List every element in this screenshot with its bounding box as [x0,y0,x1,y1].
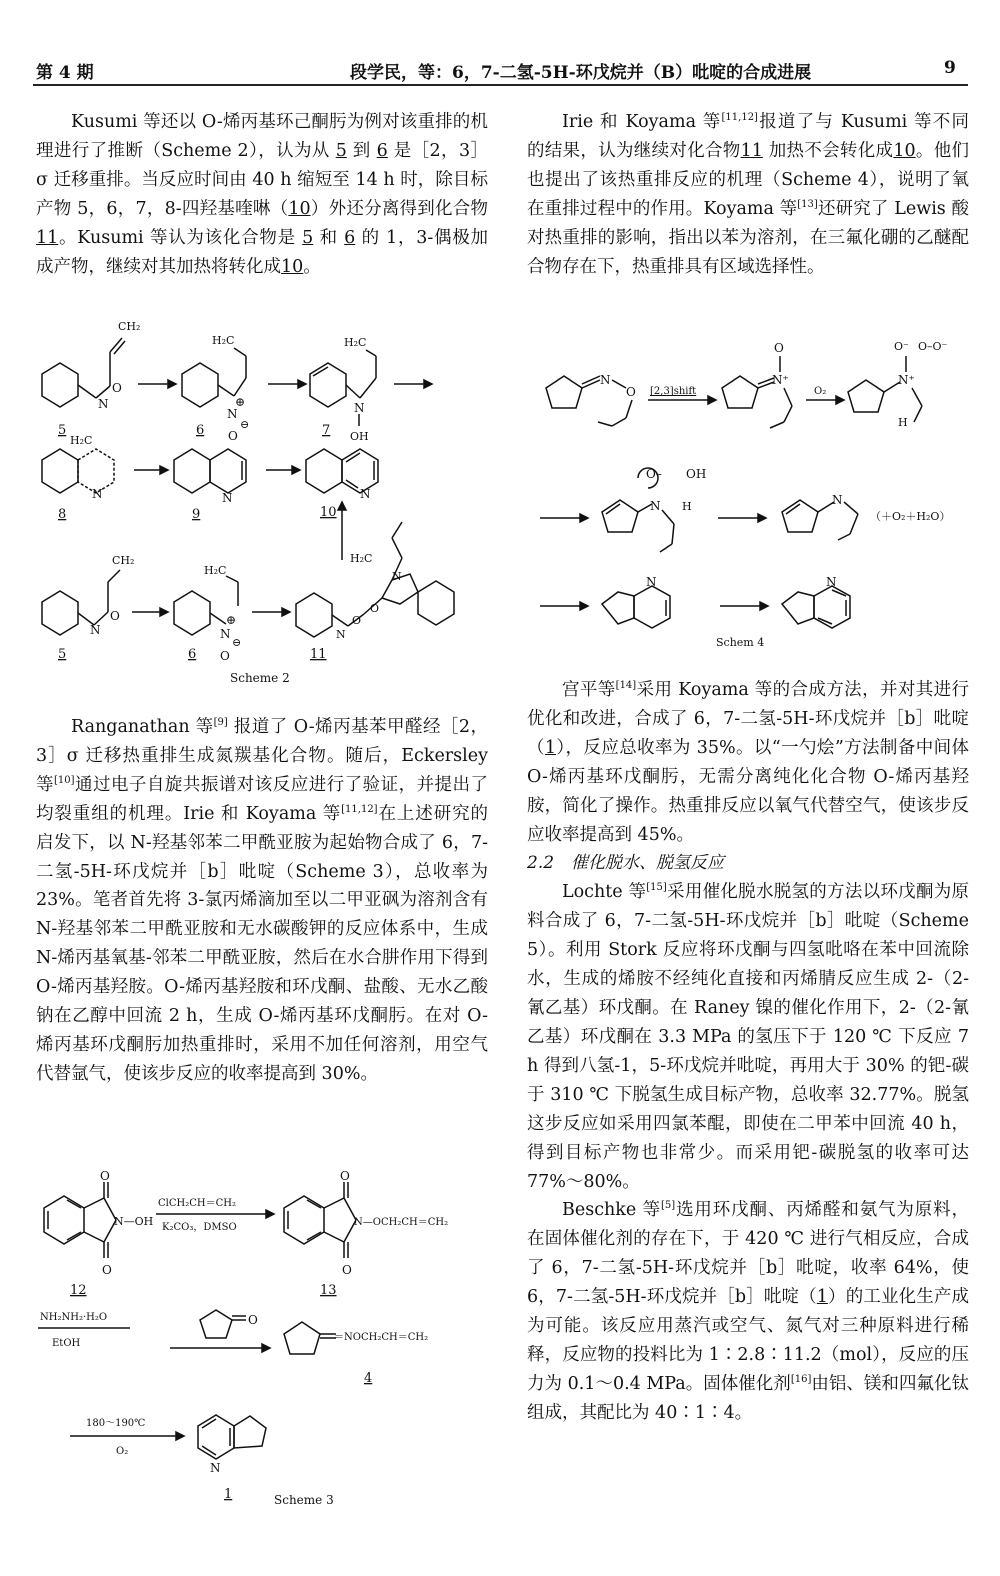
svg-text:N: N [210,1461,221,1475]
svg-text:[2,3]shift: [2,3]shift [650,386,697,397]
svg-text:O–: O– [646,467,662,481]
svg-text:N: N [92,487,103,501]
svg-text:N: N [336,628,346,641]
left-column-middle [36,713,488,1089]
svg-text:O: O [352,614,362,627]
svg-text:N: N [392,570,402,583]
svg-text:O: O [248,1313,258,1327]
scheme-2-figure [30,312,490,687]
svg-text:O: O [100,1170,110,1183]
right-column-top [527,108,969,281]
svg-text:N: N [360,487,371,501]
cyclohexane-ring [42,363,78,407]
svg-text:N: N [220,627,231,641]
scheme-4-caption: Schem 4 [716,636,765,649]
svg-text:6: 6 [196,423,205,438]
svg-text:O₂: O₂ [814,386,827,397]
svg-text:11: 11 [310,647,327,662]
svg-text:N: N [98,397,109,411]
benzene-ring [44,1196,84,1244]
paragraph-beschke: Beschke 等[5]选用环戊酮、丙烯醛和氨气为原料，在固体催化剂的存在下，于 420 ℃ 进行气相反应，合成了 6，7-二氢-5H-环戊烷并［b］吡啶，收率 64%，使 6，7-二氢-5H-环戊烷并［b］吡啶（1）的工业化生产成为可能。该反应用蒸汽或空气、氮气对三种原料进行稀释，反应物的投料比为 1∶2.8∶11.2（mol），反应的压力为 0.1～0.4 MPa。固体催化剂[16]由铝、镁和四氟化钛组成，其配比为 40∶1∶4。 [527,1200,970,1423]
svg-text:N—OH: N—OH [114,1215,154,1228]
svg-text:5: 5 [58,647,67,662]
svg-text:N—OCH₂CH＝CH₂: N—OCH₂CH＝CH₂ [354,1217,449,1228]
left-column-top [36,108,488,281]
svg-text:NH₂NH₂·H₂O: NH₂NH₂·H₂O [40,1312,108,1323]
svg-text:O: O [220,649,230,663]
svg-text:H₂C: H₂C [350,552,373,565]
svg-text:N: N [826,575,837,589]
svg-text:O: O [626,385,636,399]
cyclopentane-ring [546,376,582,408]
svg-text:5: 5 [58,423,67,438]
svg-text:9: 9 [192,507,201,522]
page-number: 9 [944,58,956,78]
svg-text:4: 4 [364,1371,373,1386]
svg-text:O⁻: O⁻ [894,340,909,353]
svg-text:N: N [227,407,238,421]
svg-text:⊖: ⊖ [240,418,250,431]
svg-text:⊕: ⊕ [226,613,237,627]
svg-text:H₂C: H₂C [204,564,227,577]
svg-text:O: O [102,1263,112,1277]
running-title: 段学民，等：6，7-二氢-5H-环戊烷并（B）吡啶的合成进展 [350,63,812,83]
svg-text:O: O [340,1170,350,1183]
svg-text:O: O [228,429,238,443]
scheme-2-caption: Scheme 2 [230,671,290,685]
svg-text:N⁺: N⁺ [772,373,789,387]
svg-text:N⁺: N⁺ [898,373,915,387]
svg-text:H₂C: H₂C [344,336,367,349]
scheme-3-figure [30,1170,490,1535]
svg-text:EtOH: EtOH [52,1338,81,1349]
paragraph-lochte: Lochte 等[15]采用催化脱水脱氢的方法以环戊酮为原料合成了 6，7-二氢-5H-环戊烷并［b］吡啶（Scheme 5）。利用 Stork 反应将环戊酮与四氢吡咯在苯中回流除水，生成的烯胺不经纯化直接和丙烯腈反应生成 2-（2-氰乙基）环戊酮。在 Raney 镍的催化作用下，2-（2-氰乙基）环戊酮在 3.3 MPa 的氢压下于 120 ℃ 下反应 7 h 得到八氢-1，5-环戊烷并吡啶，再用大于 30% 的钯-碳于 310 ℃ 下脱氢生成目标产物，总收率 32.77%。脱氢这步反应如采用四氯苯醌，即使在二甲苯中回流 40 h，得到目标产物也非常少。而采用钯-碳脱氢的收率可达 77%～80%。 [527,882,970,1192]
scheme-4-figure [522,338,972,658]
svg-text:13: 13 [320,1283,337,1298]
svg-text:O: O [112,381,122,395]
svg-text:⊖: ⊖ [232,636,242,649]
paragraph-irie-koyama: Irie 和 Koyama 等[11,12]报道了与 Kusumi 等不同的结果，认为继续对化合物11 加热不会转化成10。他们也提出了该热重排反应的机理（Scheme 4），说明了氧在重排过程中的作用。Koyama 等[13]还研究了 Lewis 酸对热重排的影响，指出以苯为溶剂，在三氟化硼的乙醚配合物存在下，热重排具有区域选择性。 [527,112,970,277]
svg-text:H: H [898,416,908,429]
svg-text:N: N [646,575,657,589]
svg-text:ClCH₂CH＝CH₂: ClCH₂CH＝CH₂ [158,1198,236,1209]
svg-text:O₂: O₂ [116,1446,129,1457]
svg-text:N: N [90,623,101,637]
svg-text:N: N [832,493,843,507]
svg-text:＝NOCH₂CH＝CH₂: ＝NOCH₂CH＝CH₂ [334,1332,429,1343]
svg-text:N: N [354,401,365,415]
svg-text:CH₂: CH₂ [118,320,141,333]
svg-text:8: 8 [58,507,67,522]
svg-text:7: 7 [322,423,331,438]
svg-text:O–O⁻: O–O⁻ [918,340,948,353]
svg-text:H₂C: H₂C [212,334,235,347]
svg-text:O: O [110,609,120,623]
svg-text:O: O [342,1263,352,1277]
paragraph-ranganathan: Ranganathan 等[9] 报道了 O-烯丙基苯甲醛经［2，3］σ 迁移热重排生成氮羰基化合物。随后，Eckersley 等[10]通过电子自旋共振谱对该反应进行了验证，并提出了均裂重组的机理。Irie 和 Koyama 等[11,12]在上述研究的启发下，以 N-羟基邻苯二甲酰亚胺为起始物合成了 6，7-二氢-5H-环戊烷并［b］吡啶（Scheme 3），总收率为 23%。笔者首先将 3-氯丙烯滴加至以二甲亚砜为溶剂含有 N-羟基邻苯二甲酰亚胺和无水碳酸钾的反应体系中，生成 N-烯丙基氧基-邻苯二甲酰亚胺，然后在水合肼作用下得到 O-烯丙基羟胺。O-烯丙基羟胺和环戊酮、盐酸、无水乙酸钠在乙醇中回流 2 h，生成 O-烯丙基环戊酮肟。在对 O-烯丙基环戊酮肟加热重排时，采用不加任何溶剂，用空气代替氩气，使该步反应的收率提高到 30%。 [36,717,489,1084]
svg-text:N: N [650,499,661,513]
svg-text:OH: OH [350,430,369,443]
svg-text:CH₂: CH₂ [112,554,135,567]
svg-text:N: N [600,373,611,387]
scheme-3-caption: Scheme 3 [274,1493,334,1507]
svg-text:O: O [370,602,380,615]
svg-text:O: O [774,341,784,355]
right-column-lower [527,676,969,1428]
svg-text:180～190℃: 180～190℃ [86,1418,146,1429]
svg-text:6: 6 [188,647,197,662]
svg-text:12: 12 [70,1283,87,1298]
svg-text:H₂C: H₂C [70,434,93,447]
svg-text:1: 1 [224,1487,233,1502]
paragraph-gongping: 宫平等[14]采用 Koyama 等的合成方法，并对其进行优化和改进，合成了 6，7-二氢-5H-环戊烷并［b］吡啶（1），反应总收率为 35%。以“一勺烩”方法制备中间体 O-烯丙基环戊酮肟，无需分离纯化化合物 O-烯丙基羟胺，简化了操作。热重排反应以氧气代替空气，使该步反应收率提高到 45%。 [527,680,969,845]
header-rule [33,84,968,86]
svg-text:H: H [682,500,692,513]
svg-text:K₂CO₃，DMSO: K₂CO₃，DMSO [162,1222,237,1233]
journal-issue: 第 4 期 [36,63,94,83]
svg-text:OH: OH [686,467,707,481]
svg-text:10: 10 [320,505,337,520]
paragraph-kusumi: Kusumi 等还以 O-烯丙基环己酮肟为例对该重排的机理进行了推断（Scheme 2），认为从 5 到 6 是［2，3］σ 迁移重排。当反应时间由 40 h 缩短至 14 h 时，除目标产物 5，6，7，8-四羟基喹啉（10）外还分离得到化合物11。Kusumi 等认为该化合物是 5 和 6 的 1，3-偶极加成产物，继续对其加热将转化成10。 [36,112,489,277]
section-heading-2-2: 2.2 催化脱水、脱氢反应 [527,853,725,874]
svg-text:（＋O₂＋H₂O）: （＋O₂＋H₂O） [870,510,951,523]
svg-text:N: N [222,491,233,505]
svg-text:⊕: ⊕ [235,395,246,409]
